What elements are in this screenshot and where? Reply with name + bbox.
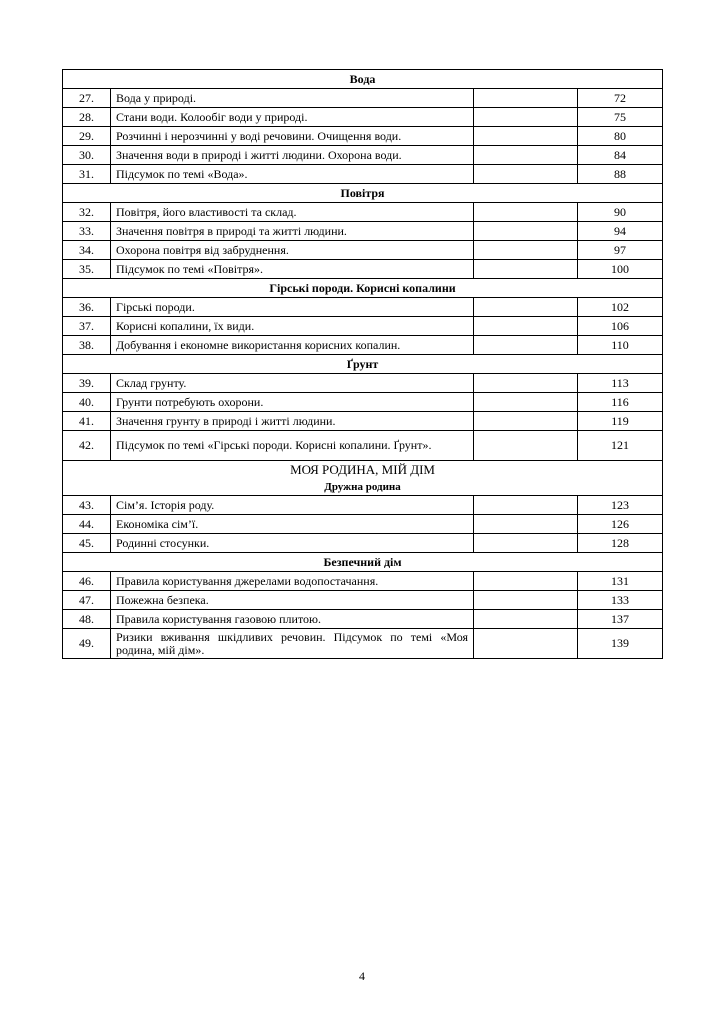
table-row xyxy=(63,496,663,515)
empty-cell xyxy=(474,146,578,165)
lesson-number: 35. xyxy=(63,260,111,279)
section-title: Вода xyxy=(63,70,663,89)
page-ref: 72 xyxy=(578,89,663,108)
section-header-row xyxy=(63,279,663,298)
lesson-title: Правила користування джерелами водопостачання. xyxy=(111,572,474,591)
table-row xyxy=(63,165,663,184)
lesson-title: Гірські породи. xyxy=(111,298,474,317)
lesson-title: Добування і економне використання корисних копалин. xyxy=(111,336,474,355)
empty-cell xyxy=(474,108,578,127)
empty-cell xyxy=(474,374,578,393)
part-header-row xyxy=(63,461,663,496)
page-ref: 110 xyxy=(578,336,663,355)
table-row xyxy=(63,393,663,412)
section-header-row xyxy=(63,355,663,374)
lesson-number: 42. xyxy=(63,431,111,461)
lesson-number: 49. xyxy=(63,629,111,659)
empty-cell xyxy=(474,260,578,279)
table-row xyxy=(63,203,663,222)
lesson-title: Пожежна безпека. xyxy=(111,591,474,610)
page-ref: 94 xyxy=(578,222,663,241)
table-row xyxy=(63,572,663,591)
lesson-title: Охорона повітря від забруднення. xyxy=(111,241,474,260)
empty-cell xyxy=(474,534,578,553)
empty-cell xyxy=(474,515,578,534)
section-header-row xyxy=(63,70,663,89)
empty-cell xyxy=(474,317,578,336)
lesson-number: 39. xyxy=(63,374,111,393)
page-ref: 116 xyxy=(578,393,663,412)
lesson-number: 48. xyxy=(63,610,111,629)
page-ref: 90 xyxy=(578,203,663,222)
page-ref: 102 xyxy=(578,298,663,317)
lesson-title: Ризики вживання шкідливих речовин. Підсумок по темі «Моя родина, мій дім». xyxy=(111,629,474,659)
page-ref: 131 xyxy=(578,572,663,591)
section-title: Повітря xyxy=(63,184,663,203)
lesson-title: Правила користування газовою плитою. xyxy=(111,610,474,629)
table-row xyxy=(63,591,663,610)
lesson-number: 33. xyxy=(63,222,111,241)
table-row xyxy=(63,412,663,431)
section-header-row xyxy=(63,184,663,203)
table-row xyxy=(63,260,663,279)
lesson-title: Корисні копалини, їх види. xyxy=(111,317,474,336)
page-ref: 121 xyxy=(578,431,663,461)
lesson-number: 31. xyxy=(63,165,111,184)
page-ref: 100 xyxy=(578,260,663,279)
page-ref: 97 xyxy=(578,241,663,260)
lesson-number: 29. xyxy=(63,127,111,146)
lesson-title: Значення грунту в природі і житті людини. xyxy=(111,412,474,431)
lesson-number: 27. xyxy=(63,89,111,108)
section-title: Безпечний дім xyxy=(63,553,663,572)
table-row xyxy=(63,146,663,165)
part-title: МОЯ РОДИНА, МІЙ ДІМ xyxy=(290,462,435,477)
empty-cell xyxy=(474,629,578,659)
table-row xyxy=(63,127,663,146)
lesson-title: Економіка сім’ї. xyxy=(111,515,474,534)
lesson-title: Родинні стосунки. xyxy=(111,534,474,553)
empty-cell xyxy=(474,298,578,317)
lesson-number: 28. xyxy=(63,108,111,127)
empty-cell xyxy=(474,222,578,241)
table-row xyxy=(63,515,663,534)
empty-cell xyxy=(474,393,578,412)
page-ref: 137 xyxy=(578,610,663,629)
page-ref: 106 xyxy=(578,317,663,336)
lesson-number: 44. xyxy=(63,515,111,534)
empty-cell xyxy=(474,591,578,610)
lesson-number: 30. xyxy=(63,146,111,165)
table-row xyxy=(63,108,663,127)
lesson-number: 32. xyxy=(63,203,111,222)
lesson-title: Значення води в природі і житті людини. Охорона води. xyxy=(111,146,474,165)
empty-cell xyxy=(474,241,578,260)
table-row xyxy=(63,241,663,260)
empty-cell xyxy=(474,165,578,184)
lesson-number: 41. xyxy=(63,412,111,431)
page-ref: 133 xyxy=(578,591,663,610)
table-row xyxy=(63,336,663,355)
lesson-number: 34. xyxy=(63,241,111,260)
empty-cell xyxy=(474,572,578,591)
page-ref: 126 xyxy=(578,515,663,534)
page-ref: 80 xyxy=(578,127,663,146)
empty-cell xyxy=(474,203,578,222)
page-ref: 88 xyxy=(578,165,663,184)
lesson-title: Підсумок по темі «Гірські породи. Корисні копалини. Ґрунт». xyxy=(111,431,474,461)
lesson-title: Підсумок по темі «Вода». xyxy=(111,165,474,184)
lesson-title: Грунти потребують охорони. xyxy=(111,393,474,412)
page-number: 4 xyxy=(359,969,365,983)
part-header xyxy=(63,461,663,496)
page-ref: 139 xyxy=(578,629,663,659)
lesson-number: 46. xyxy=(63,572,111,591)
empty-cell xyxy=(474,431,578,461)
page-ref: 75 xyxy=(578,108,663,127)
page-ref: 119 xyxy=(578,412,663,431)
page-ref: 113 xyxy=(578,374,663,393)
table-row xyxy=(63,317,663,336)
lesson-number: 38. xyxy=(63,336,111,355)
lesson-title: Вода у природі. xyxy=(111,89,474,108)
empty-cell xyxy=(474,127,578,146)
lesson-title: Стани води. Колообіг води у природі. xyxy=(111,108,474,127)
lesson-title: Повітря, його властивості та склад. xyxy=(111,203,474,222)
lesson-number: 36. xyxy=(63,298,111,317)
section-title: Ґрунт xyxy=(63,355,663,374)
table-row xyxy=(63,534,663,553)
table-row xyxy=(63,374,663,393)
page-ref: 123 xyxy=(578,496,663,515)
empty-cell xyxy=(474,336,578,355)
lesson-title: Значення повітря в природі та житті людини. xyxy=(111,222,474,241)
lesson-title: Склад грунту. xyxy=(111,374,474,393)
lesson-title: Розчинні і нерозчинні у воді речовини. Очищення води. xyxy=(111,127,474,146)
table-row xyxy=(63,89,663,108)
lesson-number: 47. xyxy=(63,591,111,610)
page-ref: 128 xyxy=(578,534,663,553)
section-header-row xyxy=(63,553,663,572)
empty-cell xyxy=(474,412,578,431)
empty-cell xyxy=(474,610,578,629)
table-row xyxy=(63,431,663,461)
lesson-title: Підсумок по темі «Повітря». xyxy=(111,260,474,279)
table-row xyxy=(63,629,663,659)
empty-cell xyxy=(474,496,578,515)
lesson-title: Сім’я. Історія роду. xyxy=(111,496,474,515)
page-ref: 84 xyxy=(578,146,663,165)
table-row xyxy=(63,610,663,629)
empty-cell xyxy=(474,89,578,108)
contents-table xyxy=(62,69,663,659)
lesson-number: 45. xyxy=(63,534,111,553)
table-row xyxy=(63,222,663,241)
section-title: Гірські породи. Корисні копалини xyxy=(63,279,663,298)
lesson-number: 43. xyxy=(63,496,111,515)
table-row xyxy=(63,298,663,317)
lesson-number: 40. xyxy=(63,393,111,412)
lesson-number: 37. xyxy=(63,317,111,336)
section-title: Дружна родина xyxy=(324,481,401,493)
